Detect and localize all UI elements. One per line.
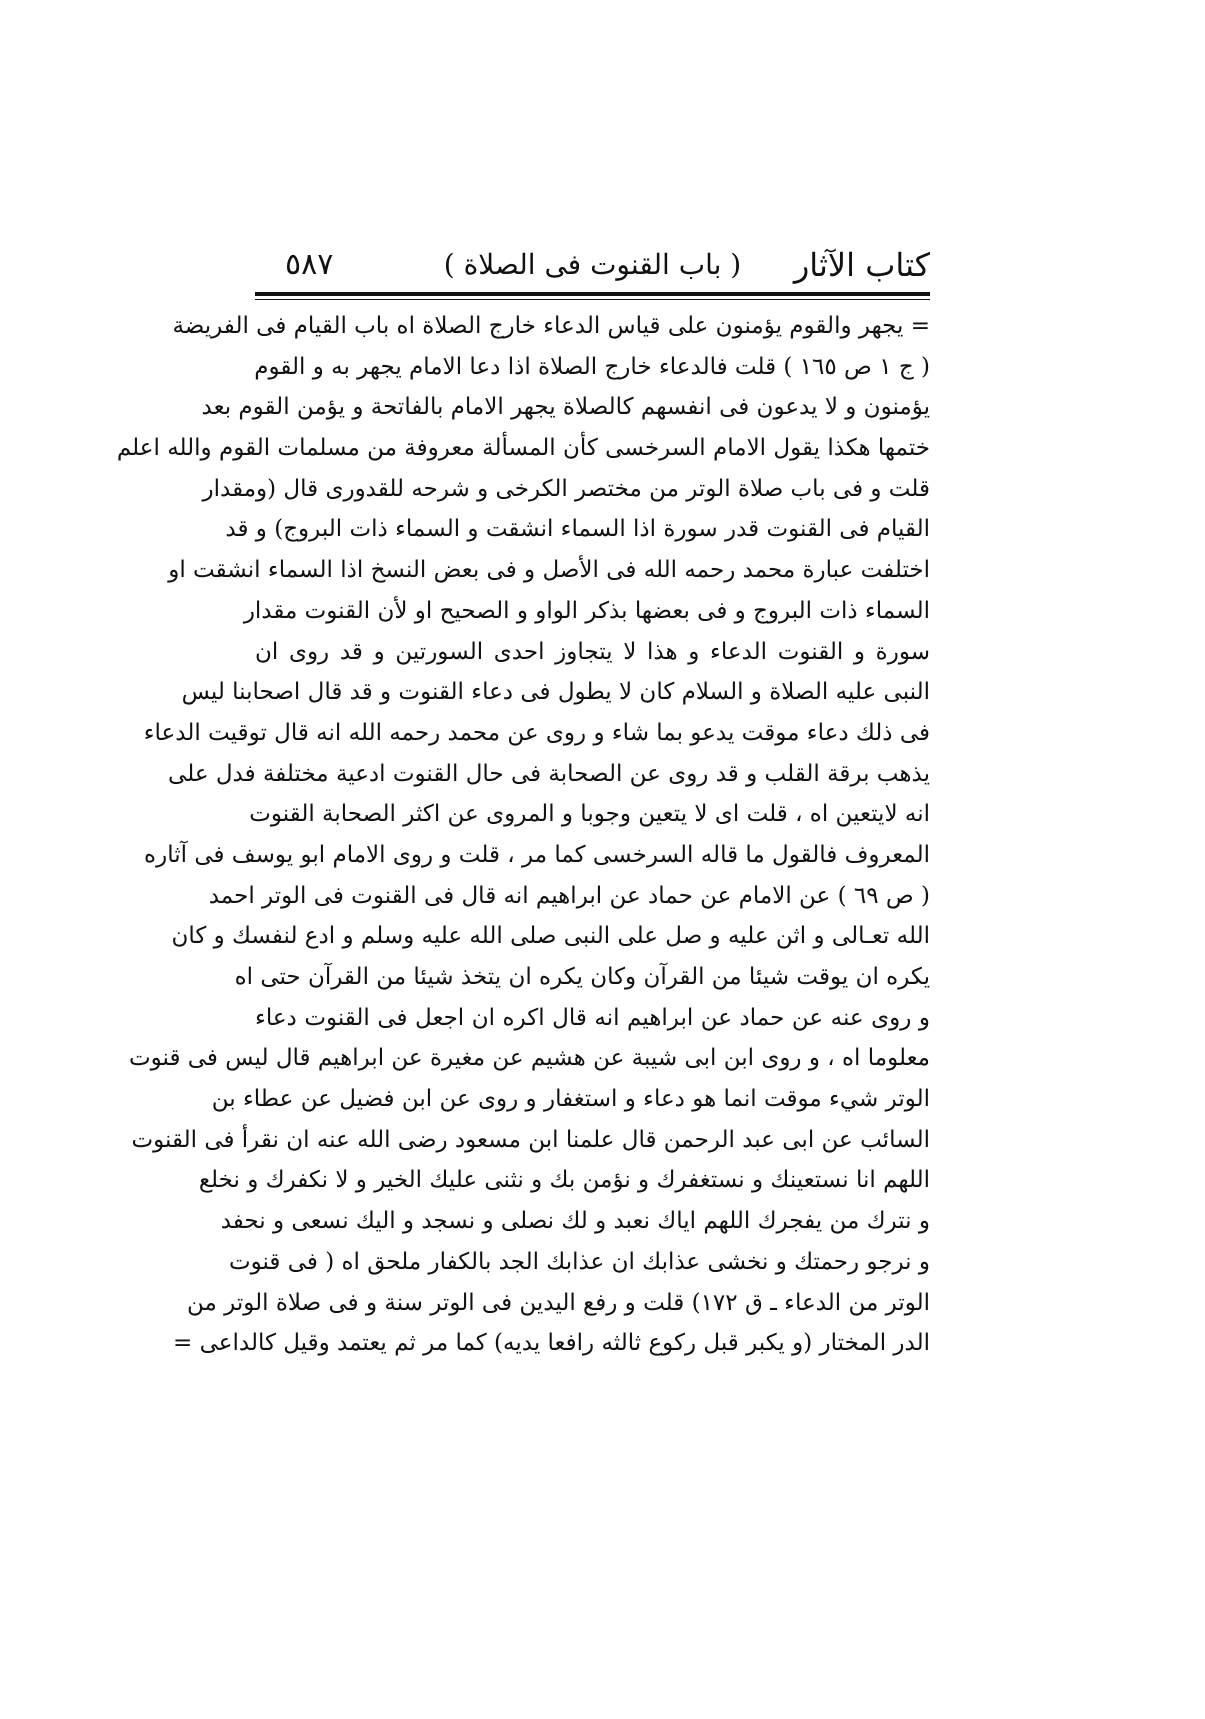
text-line: و نرجو رحمتك و نخشى عذابك ان عذابك الجد بالكفار ملحق اه ( فى قنوت — [228, 1248, 930, 1275]
text-line: يكره ان يوقت شيئا من القرآن وكان يكره ان يتخذ شيئا من القرآن حتى اه — [234, 964, 930, 990]
text-line: اختلفت عبارة محمد رحمه الله فى الأصل و فى بعض النسخ اذا السماء انشقت او — [168, 557, 930, 584]
header-rule-thin — [255, 299, 930, 300]
page-header — [255, 240, 930, 290]
text-line: قلت و فى باب صلاة الوتر من مختصر الكرخى و شرحه للقدورى قال (ومقدار — [202, 475, 930, 502]
text-line: و نترك من يفجرك اللهم اياك نعبد و لك نصلى و نسجد و اليك نسعى و نحفد — [220, 1208, 930, 1235]
text-line: النبى عليه الصلاة و السلام كان لا يطول فى دعاء القنوت و قد قال اصحابنا ليس — [181, 679, 930, 706]
book-title: كتاب الآثار — [793, 246, 930, 284]
text-line: ( ج ١ ص ١٦٥ ) قلت فالدعاء خارج الصلاة اذا دعا الامام يجهر به و القوم — [254, 353, 930, 380]
text-line: انه لايتعين اه ، قلت اى لا يتعين وجوبا و المروى عن اكثر الصحابة القنوت — [249, 801, 930, 828]
text-line: يؤمنون و لا يدعون فى انفسهم كالصلاة يجهر الامام بالفاتحة و يؤمن القوم بعد — [201, 394, 930, 421]
text-line: يذهب برقة القلب و قد روى عن الصحابة فى حال القنوت ادعية مختلفة فدل على — [168, 760, 930, 787]
text-line: معلوما اه ، و روى ابن ابى شيبة عن هشيم عن مغيرة عن ابراهيم قال ليس فى قنوت — [128, 1045, 930, 1072]
text-line: السماء ذات البروج و فى بعضها بذكر الواو و الصحيح او لأن القنوت مقدار — [243, 597, 930, 624]
text-line: السائب عن ابى عبد الرحمن قال علمنا ابن مسعود رضى الله عنه ان نقرأ فى القنوت — [131, 1126, 930, 1153]
text-line: القيام فى القنوت قدر سورة اذا السماء انشقت و السماء ذات البروج) و قد — [225, 516, 930, 543]
text-line: سورة و القنوت الدعاء و هذا لا يتجاوز احدى السورتين و قد روى ان — [255, 638, 930, 665]
text-line: الله تعـالى و اثن عليه و صل على النبى صلى الله عليه وسلم و ادع لنفسك و كان — [171, 923, 930, 950]
text-line: الدر المختار (و يكبر قبل ركوع ثالثه رافعا يديه) كما مر ثم يعتمد وقيل كالداعى = — [173, 1330, 930, 1357]
text-line: اللهم انا نستعينك و نستغفرك و نؤمن بك و نثنى عليك الخير و لا نكفرك و نخلع — [198, 1167, 930, 1194]
text-line: الوتر شيء موقت انما هو دعاء و استغفار و روى عن ابن فضيل عن عطاء بن — [211, 1086, 930, 1113]
body-text — [116, 306, 930, 1364]
text-line: ( ص ٦٩ ) عن الامام عن حماد عن ابراهيم انه قال فى القنوت فى الوتر احمد — [208, 882, 930, 909]
text-line: المعروف فالقول ما قاله السرخسى كما مر ، قلت و روى الامام ابو يوسف فى آثاره — [144, 841, 930, 868]
text-line: ختمها هكذا يقول الامام السرخسى كأن المسألة معروفة من مسلمات القوم والله اعلم — [116, 435, 930, 462]
header-rule-thick — [255, 292, 930, 296]
text-line: = يجهر والقوم يؤمنون على قياس الدعاء خارج الصلاة اه باب القيام فى الفريضة — [172, 313, 930, 339]
text-line: و روى عنه عن حماد عن ابراهيم انه قال اكره ان اجعل فى القنوت دعاء — [255, 1004, 930, 1031]
text-line: فى ذلك دعاء موقت يدعو بما شاء و روى عن محمد رحمه الله انه قال توقيت الدعاء — [143, 719, 930, 746]
page-number: ٥٨٧ — [285, 247, 334, 282]
chapter-title: ( باب القنوت فى الصلاة ) — [443, 248, 742, 281]
text-line: الوتر من الدعاء ـ ق ١٧٢) قلت و رفع اليدين فى الوتر سنة و فى صلاة الوتر من — [187, 1289, 930, 1316]
